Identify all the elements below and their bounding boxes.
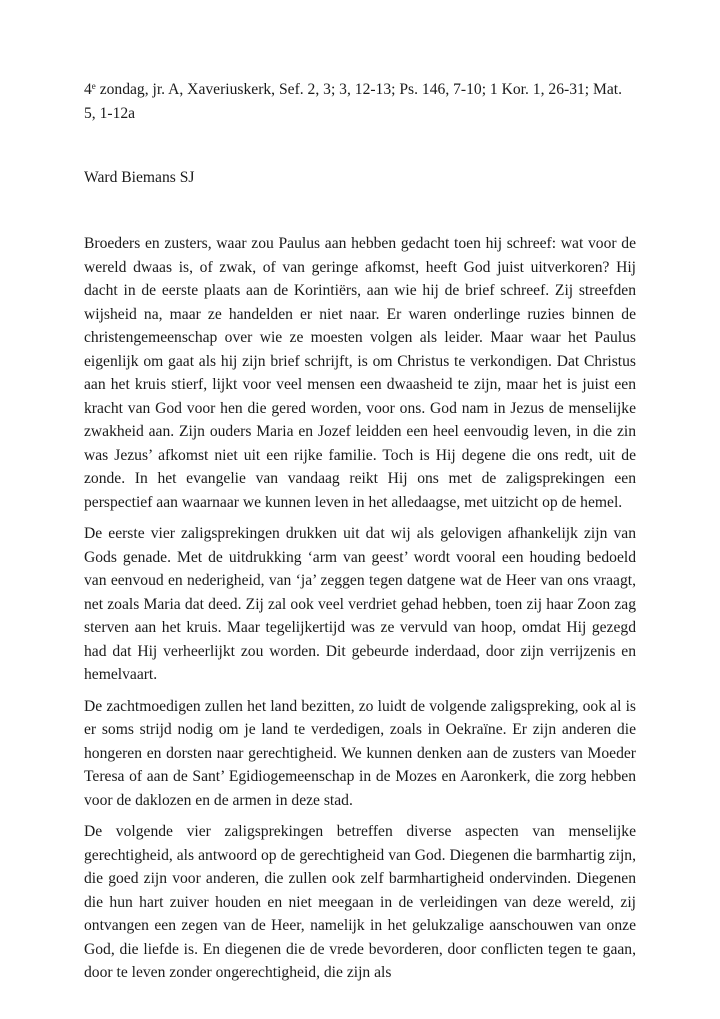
paragraph: De eerste vier zaligsprekingen drukken uit dat wij als gelovigen afhankelijk zijn van Gods genade. Met de uitdrukking ‘arm van geest’ wordt vooral een houding bedoeld van eenvoud en nederigheid, van ‘ja’ zeggen tegen datgene wat de Heer van ons vraagt, net zoals Maria dat deed. Zij zal ook veel verdriet gehad hebben, toen zij haar Zoon zag sterven aan het kruis. Maar tegelijkertijd was ze vervuld van hoop, omdat Hij gezegd had dat Hij verheerlijkt zou worden. Dit gebeurde inderdaad, door zijn verrijzenis en hemelvaart. [84,525,636,683]
paragraph: Broeders en zusters, waar zou Paulus aan hebben gedacht toen hij schreef: wat voor de wereld dwaas is, of zwak, of van geringe afkomst, heeft God juist uitverkoren? Hij dacht in de eerste plaats aan de Korintiërs, aan wie hij de brief schreef. Zij streefden wijsheid na, maar ze handelden er niet naar. Er waren onderlinge ruzies binnen de christengemeenschap over wie ze moesten volgen als leider. Maar waar het Paulus eigenlijk om gaat als hij zijn brief schrijft, is om Christus te verkondigen. Dat Christus aan het kruis stierf, lijkt voor veel mensen een dwaasheid te zijn, maar het is juist een kracht van God voor hen die gered worden, voor ons. God nam in Jezus de menselijke zwakheid aan. Zijn ouders Maria en Jozef leidden een heel eenvoudig leven, in die zin was Jezus’ afkomst niet uit een rijke familie. Toch is Hij degene die ons redt, uit de zonde. In het evangelie van vandaag reikt Hij ons met de zaligsprekingen een perspectief aan waarnaar we kunnen leven in het alledaagse, met uitzicht op de hemel. [84,235,636,511]
document-header [84,78,636,125]
heading-text: zondag, jr. A, Xaveriuskerk, Sef. 2, 3; 3, 12-13; Ps. 146, 7-10; 1 Kor. 1, 26-31; Mat. 5, 1-12a [84,81,623,122]
author-name: Ward Biemans SJ [84,169,195,186]
document-heading [84,78,636,125]
heading-number: 4 [84,81,92,98]
document-body [84,232,636,993]
paragraph: De zachtmoedigen zullen het land bezitten, zo luidt de volgende zaligspreking, ook al is er soms strijd nodig om je land te verdedigen, zoals in Oekraïne. Er zijn anderen die hongeren en dorsten naar gerechtigheid. We kunnen denken aan de zusters van Moeder Teresa of aan de Sant’ Egidiogemeenschap in de Mozes en Aaronkerk, die zorg hebben voor de daklozen en de armen in deze stad. [84,697,636,809]
paragraph: De volgende vier zaligsprekingen betreffen diverse aspecten van menselijke gerechtigheid, als antwoord op de gerechtigheid van God. Diegenen die barmhartig zijn, die goed zijn voor anderen, die zullen ook zelf barmhartigheid ondervinden. Diegenen die hun hart zuiver houden en niet meegaan in de verleidingen van deze wereld, zij ontvangen een zegen van de Heer, namelijk in het gelukzalige aanschouwen van onze God, die liefde is. En diegenen die de vrede bevorderen, door conflicten tegen te gaan, door te leven zonder ongerechtigheid, die zijn als [84,823,636,981]
heading-superscript: e [91,81,96,91]
